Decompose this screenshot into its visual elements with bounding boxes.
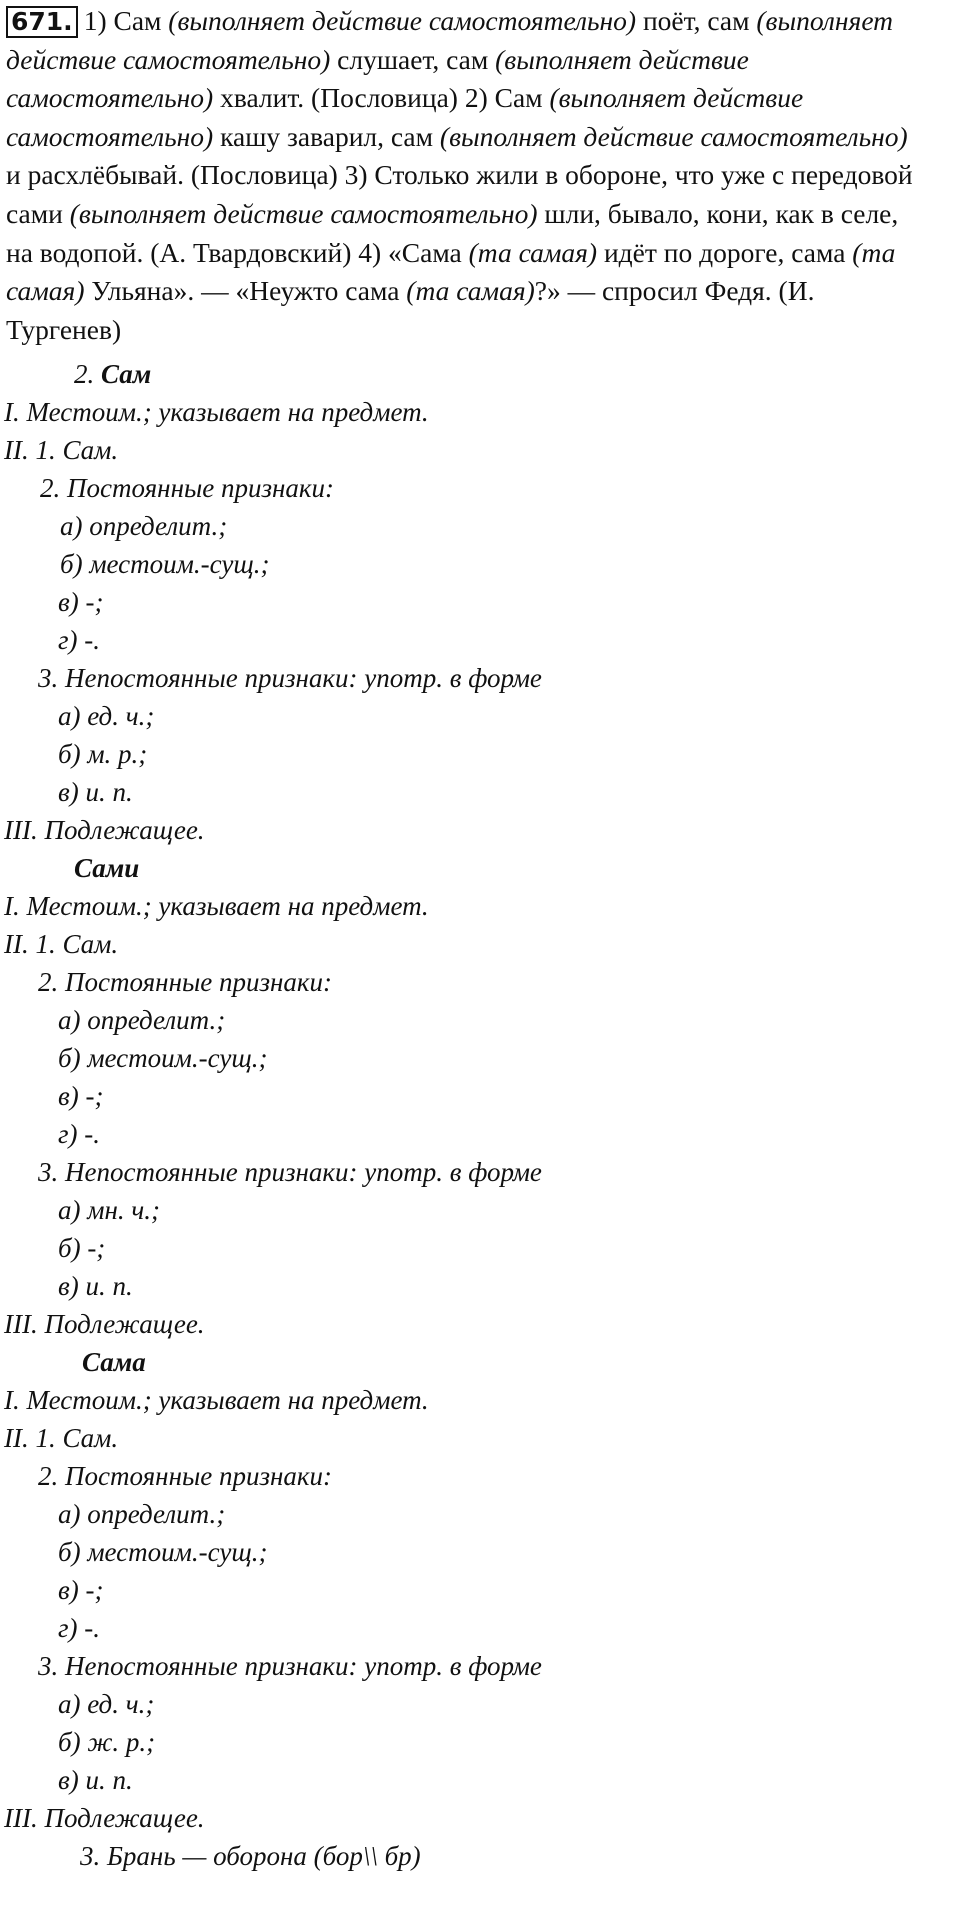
analysis-text: I. Местоим.; указывает на предмет.	[4, 1385, 429, 1415]
analysis-line	[4, 395, 429, 429]
analysis-line	[58, 1117, 100, 1151]
analysis-text: а) ед. ч.;	[58, 701, 155, 731]
analysis-line	[58, 1725, 155, 1759]
explanation-text: (выполняет действие	[495, 43, 749, 75]
analysis-text: б) местоим.-сущ.;	[60, 549, 270, 579]
analysis-text: а) мн. ч.;	[58, 1195, 160, 1225]
analysis-heading	[74, 851, 139, 885]
analysis-heading	[82, 1345, 146, 1379]
sentence-text: сами	[6, 197, 70, 229]
analysis-line	[60, 547, 270, 581]
analysis-line	[38, 1155, 542, 1189]
analysis-line	[38, 661, 542, 695]
analysis-text: I. Местоим.; указывает на предмет.	[4, 397, 429, 427]
analysis-text: б) м. р.;	[58, 739, 148, 769]
sentence-text: идёт по дороге, сама	[597, 236, 853, 268]
analysis-line	[58, 1573, 103, 1607]
analysis-text: а) определит.;	[58, 1499, 226, 1529]
explanation-text: (та самая)	[406, 275, 535, 307]
analysis-text: а) ед. ч.;	[58, 1689, 155, 1719]
analysis-text: г) -.	[58, 1613, 101, 1643]
analysis-line	[58, 1231, 105, 1265]
sentence-text: слушает, сам	[330, 43, 496, 75]
analysis-text: II. 1. Сам.	[4, 929, 119, 959]
analysis-text: III. Подлежащее.	[4, 1803, 205, 1833]
analysis-line	[40, 471, 334, 505]
analysis-line	[58, 775, 133, 809]
analysis-line	[58, 1687, 154, 1721]
analysis-text: в) и. п.	[58, 1765, 133, 1795]
exercise-line	[6, 79, 956, 118]
exercise-line	[6, 272, 956, 311]
analysis-line	[4, 889, 429, 923]
analysis-text: 3. Непостоянные признаки: употр. в форме	[38, 1651, 542, 1681]
analysis-line	[58, 1611, 100, 1645]
analysis-line	[60, 509, 227, 543]
explanation-text: действие самостоятельно)	[6, 43, 331, 75]
analysis-text: III. Подлежащее.	[4, 1309, 205, 1339]
analysis-line	[4, 1421, 118, 1455]
analysis-line	[4, 927, 118, 961]
explanation-text: самостоятельно)	[6, 120, 214, 152]
explanation-text: (та	[852, 236, 896, 268]
analysis-word: Сами	[74, 853, 140, 883]
sentence-text: поёт, сам	[636, 5, 757, 36]
analysis-line	[58, 1193, 160, 1227]
sentence-text: хвалит. (Пословица) 2) Сам	[213, 82, 550, 114]
analysis-text: 2. Постоянные признаки:	[40, 473, 335, 503]
analysis-line	[4, 1383, 429, 1417]
analysis-line	[58, 699, 154, 733]
analysis-text: 3. Непостоянные признаки: употр. в форме	[38, 1157, 542, 1187]
exercise-line	[6, 311, 956, 350]
analysis-text: II. 1. Сам.	[4, 1423, 119, 1453]
exercise-line	[6, 156, 956, 195]
exercise-line	[6, 118, 956, 157]
analysis-text: а) определит.;	[60, 511, 228, 541]
sentence-text: 1) Сам	[83, 5, 169, 36]
analysis-text: 2.	[74, 359, 101, 389]
exercise-line	[6, 41, 956, 80]
exercise-line	[6, 234, 956, 273]
analysis-text: в) -;	[58, 1575, 104, 1605]
sentence-text: ?» — спросил Федя. (И.	[534, 275, 815, 307]
analysis-line	[58, 1497, 225, 1531]
analysis-text: а) определит.;	[58, 1005, 226, 1035]
sentence-text: шли, бывало, кони, как в селе,	[537, 197, 899, 229]
analysis-text: б) местоим.-сущ.;	[58, 1537, 268, 1567]
exercise-line	[6, 195, 956, 234]
explanation-text: (выполняет действие самостоятельно)	[439, 120, 908, 152]
explanation-text: самая)	[6, 275, 85, 307]
sentence-text: Тургенев)	[6, 313, 122, 345]
analysis-text: 3. Брань — оборона (бор\\ бр)	[80, 1841, 421, 1871]
analysis-text: в) -;	[58, 1081, 104, 1111]
analysis-text: в) и. п.	[58, 1271, 133, 1301]
analysis-text: б) -;	[58, 1233, 106, 1263]
analysis-line	[58, 1763, 133, 1797]
exercise-line	[84, 5, 893, 36]
analysis-line	[4, 1307, 205, 1341]
analysis-text: в) -;	[58, 587, 104, 617]
analysis-text: I. Местоим.; указывает на предмет.	[4, 891, 429, 921]
analysis-line	[58, 737, 147, 771]
sentence-text: Ульяна». — «Неужто сама	[84, 275, 407, 307]
explanation-text: (выполняет действие самостоятельно)	[168, 5, 637, 36]
explanation-text: (та самая)	[468, 236, 598, 268]
analysis-text: г) -.	[58, 625, 101, 655]
analysis-text: II. 1. Сам.	[4, 435, 119, 465]
analysis-line	[58, 1041, 268, 1075]
analysis-line	[80, 1839, 421, 1873]
analysis-text: в) и. п.	[58, 777, 133, 807]
analysis-word: Сам	[101, 359, 152, 389]
exercise-number: 671.	[6, 6, 78, 38]
analysis-text: III. Подлежащее.	[4, 815, 205, 845]
analysis-word: Сама	[82, 1347, 146, 1377]
analysis-line	[58, 623, 100, 657]
sentence-text: и расхлёбывай. (Пословица) 3) Столько жили в обороне, что уже с передовой	[6, 159, 913, 191]
sentence-text: кашу заварил, сам	[213, 120, 440, 152]
analysis-text: г) -.	[58, 1119, 101, 1149]
analysis-text: 2. Постоянные признаки:	[38, 1461, 333, 1491]
analysis-line	[38, 965, 332, 999]
explanation-text: (выполняет действие	[549, 82, 804, 114]
analysis-text: б) ж. р.;	[58, 1727, 156, 1757]
analysis-text: б) местоим.-сущ.;	[58, 1043, 268, 1073]
analysis-line	[38, 1649, 542, 1683]
analysis-line	[4, 1801, 205, 1835]
analysis-line	[4, 433, 118, 467]
analysis-line	[58, 1003, 225, 1037]
analysis-line	[38, 1459, 332, 1493]
exercise-text	[6, 2, 956, 349]
analysis-line	[58, 1535, 268, 1569]
analysis-line	[58, 585, 103, 619]
analysis-text: 3. Непостоянные признаки: употр. в форме	[38, 663, 542, 693]
explanation-text: самостоятельно)	[6, 82, 214, 114]
analysis-text: 2. Постоянные признаки:	[38, 967, 333, 997]
explanation-text: (выполняет	[756, 5, 894, 36]
analysis-line	[58, 1269, 133, 1303]
sentence-text: на водопой. (А. Твардовский) 4) «Сама	[6, 236, 469, 268]
explanation-text: (выполняет действие самостоятельно)	[69, 197, 538, 229]
analysis-heading	[74, 357, 151, 391]
analysis-line	[4, 813, 205, 847]
analysis-line	[58, 1079, 103, 1113]
